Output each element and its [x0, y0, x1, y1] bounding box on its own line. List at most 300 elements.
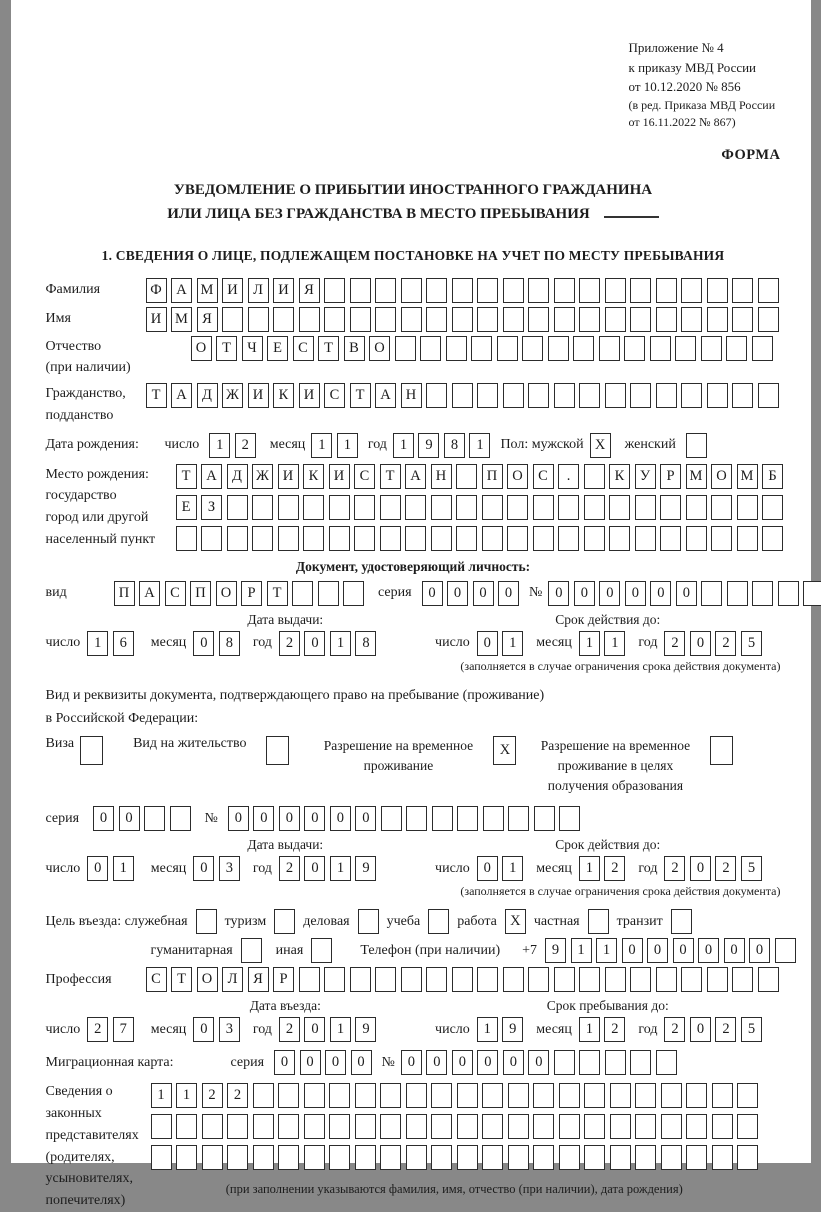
char-cell[interactable]: 1: [176, 1083, 197, 1108]
char-cell[interactable]: [196, 909, 217, 934]
char-cell[interactable]: 0: [650, 581, 671, 606]
char-cell[interactable]: [522, 336, 543, 361]
char-cell[interactable]: 1: [579, 856, 600, 881]
char-cell[interactable]: [401, 278, 422, 303]
char-cell[interactable]: 2: [279, 631, 300, 656]
char-cell[interactable]: 1: [502, 631, 523, 656]
char-cell[interactable]: [630, 383, 651, 408]
char-cell[interactable]: Е: [176, 495, 197, 520]
char-cell[interactable]: [686, 526, 707, 551]
char-cell[interactable]: [375, 307, 396, 332]
char-cell[interactable]: [324, 307, 345, 332]
char-cell[interactable]: [732, 383, 753, 408]
char-cell[interactable]: [686, 433, 707, 458]
char-cell[interactable]: [758, 307, 779, 332]
char-cell[interactable]: [426, 967, 447, 992]
char-cell[interactable]: 0: [574, 581, 595, 606]
char-cell[interactable]: 8: [355, 631, 376, 656]
char-cell[interactable]: 9: [355, 856, 376, 881]
char-cell[interactable]: [380, 526, 401, 551]
char-cell[interactable]: О: [216, 581, 237, 606]
char-cell[interactable]: [401, 307, 422, 332]
char-cell[interactable]: 1: [579, 1017, 600, 1042]
char-cell[interactable]: [406, 1145, 427, 1170]
char-cell[interactable]: 0: [304, 806, 325, 831]
char-cell[interactable]: А: [201, 464, 222, 489]
char-cell[interactable]: [775, 938, 796, 963]
char-cell[interactable]: 0: [452, 1050, 473, 1075]
char-cell[interactable]: [222, 307, 243, 332]
char-cell[interactable]: Я: [248, 967, 269, 992]
char-cell[interactable]: [635, 526, 656, 551]
char-cell[interactable]: [732, 278, 753, 303]
char-cell[interactable]: [227, 495, 248, 520]
char-cell[interactable]: 9: [418, 433, 439, 458]
char-cell[interactable]: О: [191, 336, 212, 361]
char-cell[interactable]: 0: [548, 581, 569, 606]
char-cell[interactable]: [681, 967, 702, 992]
char-cell[interactable]: [605, 307, 626, 332]
char-cell[interactable]: 6: [113, 631, 134, 656]
char-cell[interactable]: 0: [625, 581, 646, 606]
char-cell[interactable]: [482, 495, 503, 520]
char-cell[interactable]: [660, 526, 681, 551]
char-cell[interactable]: [227, 526, 248, 551]
char-cell[interactable]: X: [590, 433, 611, 458]
char-cell[interactable]: [381, 806, 402, 831]
char-cell[interactable]: 2: [664, 631, 685, 656]
char-cell[interactable]: [299, 307, 320, 332]
char-cell[interactable]: [202, 1114, 223, 1139]
char-cell[interactable]: 0: [673, 938, 694, 963]
char-cell[interactable]: [630, 278, 651, 303]
char-cell[interactable]: Н: [401, 383, 422, 408]
char-cell[interactable]: 0: [498, 581, 519, 606]
char-cell[interactable]: [554, 278, 575, 303]
char-cell[interactable]: [176, 526, 197, 551]
char-cell[interactable]: [752, 336, 773, 361]
char-cell[interactable]: О: [711, 464, 732, 489]
char-cell[interactable]: К: [609, 464, 630, 489]
char-cell[interactable]: [278, 1145, 299, 1170]
char-cell[interactable]: Я: [197, 307, 218, 332]
char-cell[interactable]: [406, 1114, 427, 1139]
char-cell[interactable]: [431, 1114, 452, 1139]
char-cell[interactable]: Ф: [146, 278, 167, 303]
char-cell[interactable]: [712, 1083, 733, 1108]
char-cell[interactable]: [661, 1083, 682, 1108]
char-cell[interactable]: 1: [151, 1083, 172, 1108]
char-cell[interactable]: [329, 526, 350, 551]
char-cell[interactable]: 1: [502, 856, 523, 881]
char-cell[interactable]: [299, 967, 320, 992]
char-cell[interactable]: О: [369, 336, 390, 361]
char-cell[interactable]: [610, 1145, 631, 1170]
char-cell[interactable]: 0: [93, 806, 114, 831]
char-cell[interactable]: А: [171, 278, 192, 303]
char-cell[interactable]: З: [201, 495, 222, 520]
char-cell[interactable]: [252, 526, 273, 551]
char-cell[interactable]: К: [303, 464, 324, 489]
char-cell[interactable]: 0: [647, 938, 668, 963]
char-cell[interactable]: [274, 909, 295, 934]
char-cell[interactable]: 0: [228, 806, 249, 831]
char-cell[interactable]: 1: [113, 856, 134, 881]
char-cell[interactable]: [80, 736, 103, 765]
char-cell[interactable]: [405, 495, 426, 520]
char-cell[interactable]: 0: [253, 806, 274, 831]
char-cell[interactable]: С: [533, 464, 554, 489]
char-cell[interactable]: [508, 806, 529, 831]
char-cell[interactable]: [727, 581, 748, 606]
char-cell[interactable]: [533, 495, 554, 520]
char-cell[interactable]: [253, 1083, 274, 1108]
char-cell[interactable]: [266, 736, 289, 765]
char-cell[interactable]: И: [273, 278, 294, 303]
char-cell[interactable]: [584, 526, 605, 551]
char-cell[interactable]: 0: [422, 581, 443, 606]
char-cell[interactable]: [431, 495, 452, 520]
char-cell[interactable]: 1: [477, 1017, 498, 1042]
char-cell[interactable]: [303, 495, 324, 520]
char-cell[interactable]: 0: [599, 581, 620, 606]
char-cell[interactable]: [686, 495, 707, 520]
char-cell[interactable]: [278, 1114, 299, 1139]
char-cell[interactable]: 0: [401, 1050, 422, 1075]
char-cell[interactable]: [579, 307, 600, 332]
char-cell[interactable]: 0: [477, 1050, 498, 1075]
char-cell[interactable]: 2: [202, 1083, 223, 1108]
char-cell[interactable]: [278, 495, 299, 520]
char-cell[interactable]: 0: [447, 581, 468, 606]
char-cell[interactable]: [732, 307, 753, 332]
char-cell[interactable]: 0: [351, 1050, 372, 1075]
char-cell[interactable]: [329, 1114, 350, 1139]
char-cell[interactable]: [579, 967, 600, 992]
char-cell[interactable]: [278, 1083, 299, 1108]
char-cell[interactable]: [452, 307, 473, 332]
char-cell[interactable]: [762, 495, 783, 520]
char-cell[interactable]: Т: [350, 383, 371, 408]
char-cell[interactable]: [355, 1114, 376, 1139]
char-cell[interactable]: 2: [279, 1017, 300, 1042]
char-cell[interactable]: [426, 278, 447, 303]
char-cell[interactable]: [432, 806, 453, 831]
char-cell[interactable]: 0: [724, 938, 745, 963]
char-cell[interactable]: [737, 1083, 758, 1108]
char-cell[interactable]: [579, 383, 600, 408]
char-cell[interactable]: 0: [473, 581, 494, 606]
char-cell[interactable]: [630, 967, 651, 992]
char-cell[interactable]: [710, 736, 733, 765]
char-cell[interactable]: [656, 967, 677, 992]
char-cell[interactable]: [324, 967, 345, 992]
char-cell[interactable]: М: [737, 464, 758, 489]
char-cell[interactable]: 0: [193, 631, 214, 656]
char-cell[interactable]: 0: [622, 938, 643, 963]
char-cell[interactable]: [588, 909, 609, 934]
char-cell[interactable]: С: [293, 336, 314, 361]
char-cell[interactable]: 1: [209, 433, 230, 458]
char-cell[interactable]: [497, 336, 518, 361]
char-cell[interactable]: [681, 383, 702, 408]
char-cell[interactable]: [605, 967, 626, 992]
char-cell[interactable]: 1: [469, 433, 490, 458]
char-cell[interactable]: П: [114, 581, 135, 606]
char-cell[interactable]: [406, 1083, 427, 1108]
char-cell[interactable]: [431, 1083, 452, 1108]
char-cell[interactable]: Н: [431, 464, 452, 489]
char-cell[interactable]: [405, 526, 426, 551]
char-cell[interactable]: Д: [227, 464, 248, 489]
char-cell[interactable]: [707, 307, 728, 332]
char-cell[interactable]: И: [222, 278, 243, 303]
char-cell[interactable]: [426, 383, 447, 408]
char-cell[interactable]: [252, 495, 273, 520]
char-cell[interactable]: 1: [337, 433, 358, 458]
char-cell[interactable]: М: [686, 464, 707, 489]
char-cell[interactable]: 9: [545, 938, 566, 963]
char-cell[interactable]: 1: [393, 433, 414, 458]
char-cell[interactable]: 2: [87, 1017, 108, 1042]
char-cell[interactable]: [395, 336, 416, 361]
char-cell[interactable]: [375, 967, 396, 992]
char-cell[interactable]: [508, 1145, 529, 1170]
char-cell[interactable]: [350, 307, 371, 332]
char-cell[interactable]: [737, 495, 758, 520]
char-cell[interactable]: [380, 1083, 401, 1108]
char-cell[interactable]: [605, 383, 626, 408]
char-cell[interactable]: Я: [299, 278, 320, 303]
char-cell[interactable]: [482, 526, 503, 551]
char-cell[interactable]: [584, 1145, 605, 1170]
char-cell[interactable]: [253, 1145, 274, 1170]
char-cell[interactable]: 5: [741, 1017, 762, 1042]
char-cell[interactable]: [758, 278, 779, 303]
char-cell[interactable]: [624, 336, 645, 361]
char-cell[interactable]: [457, 1114, 478, 1139]
char-cell[interactable]: [584, 464, 605, 489]
char-cell[interactable]: К: [273, 383, 294, 408]
char-cell[interactable]: А: [139, 581, 160, 606]
char-cell[interactable]: [253, 1114, 274, 1139]
char-cell[interactable]: 2: [604, 856, 625, 881]
char-cell[interactable]: 2: [715, 631, 736, 656]
char-cell[interactable]: С: [324, 383, 345, 408]
char-cell[interactable]: [401, 967, 422, 992]
char-cell[interactable]: [686, 1083, 707, 1108]
char-cell[interactable]: 0: [477, 631, 498, 656]
char-cell[interactable]: [303, 526, 324, 551]
char-cell[interactable]: [457, 1145, 478, 1170]
char-cell[interactable]: [304, 1083, 325, 1108]
char-cell[interactable]: [630, 307, 651, 332]
char-cell[interactable]: И: [278, 464, 299, 489]
char-cell[interactable]: 0: [528, 1050, 549, 1075]
char-cell[interactable]: [452, 278, 473, 303]
char-cell[interactable]: 7: [113, 1017, 134, 1042]
char-cell[interactable]: [482, 1083, 503, 1108]
char-cell[interactable]: 0: [698, 938, 719, 963]
char-cell[interactable]: Ч: [242, 336, 263, 361]
char-cell[interactable]: [151, 1114, 172, 1139]
char-cell[interactable]: [681, 278, 702, 303]
char-cell[interactable]: [528, 278, 549, 303]
char-cell[interactable]: Т: [216, 336, 237, 361]
char-cell[interactable]: [803, 581, 821, 606]
char-cell[interactable]: [477, 278, 498, 303]
char-cell[interactable]: [311, 938, 332, 963]
char-cell[interactable]: 1: [596, 938, 617, 963]
char-cell[interactable]: Ж: [252, 464, 273, 489]
char-cell[interactable]: 0: [503, 1050, 524, 1075]
char-cell[interactable]: [752, 581, 773, 606]
char-cell[interactable]: [732, 967, 753, 992]
char-cell[interactable]: И: [248, 383, 269, 408]
char-cell[interactable]: 0: [87, 856, 108, 881]
char-cell[interactable]: 8: [219, 631, 240, 656]
char-cell[interactable]: [533, 1145, 554, 1170]
char-cell[interactable]: И: [299, 383, 320, 408]
char-cell[interactable]: [343, 581, 364, 606]
char-cell[interactable]: [456, 526, 477, 551]
char-cell[interactable]: 1: [311, 433, 332, 458]
char-cell[interactable]: 0: [690, 856, 711, 881]
char-cell[interactable]: Р: [273, 967, 294, 992]
char-cell[interactable]: [380, 495, 401, 520]
char-cell[interactable]: Т: [267, 581, 288, 606]
char-cell[interactable]: [503, 278, 524, 303]
char-cell[interactable]: 0: [477, 856, 498, 881]
char-cell[interactable]: Е: [267, 336, 288, 361]
char-cell[interactable]: А: [171, 383, 192, 408]
char-cell[interactable]: [482, 1145, 503, 1170]
char-cell[interactable]: 0: [676, 581, 697, 606]
char-cell[interactable]: 1: [330, 1017, 351, 1042]
char-cell[interactable]: [508, 1083, 529, 1108]
char-cell[interactable]: [477, 307, 498, 332]
char-cell[interactable]: И: [329, 464, 350, 489]
char-cell[interactable]: [554, 1050, 575, 1075]
char-cell[interactable]: [701, 336, 722, 361]
char-cell[interactable]: 1: [571, 938, 592, 963]
char-cell[interactable]: [477, 967, 498, 992]
char-cell[interactable]: [609, 526, 630, 551]
char-cell[interactable]: 3: [219, 1017, 240, 1042]
char-cell[interactable]: [350, 967, 371, 992]
char-cell[interactable]: [534, 806, 555, 831]
char-cell[interactable]: [507, 526, 528, 551]
char-cell[interactable]: [420, 336, 441, 361]
char-cell[interactable]: С: [354, 464, 375, 489]
char-cell[interactable]: 1: [330, 631, 351, 656]
char-cell[interactable]: И: [146, 307, 167, 332]
char-cell[interactable]: [503, 307, 524, 332]
char-cell[interactable]: [201, 526, 222, 551]
char-cell[interactable]: [559, 806, 580, 831]
char-cell[interactable]: [273, 307, 294, 332]
char-cell[interactable]: [533, 1114, 554, 1139]
char-cell[interactable]: X: [493, 736, 516, 765]
char-cell[interactable]: [656, 307, 677, 332]
char-cell[interactable]: Л: [248, 278, 269, 303]
char-cell[interactable]: В: [344, 336, 365, 361]
char-cell[interactable]: [650, 336, 671, 361]
char-cell[interactable]: Т: [171, 967, 192, 992]
char-cell[interactable]: 2: [604, 1017, 625, 1042]
char-cell[interactable]: [471, 336, 492, 361]
char-cell[interactable]: [329, 1145, 350, 1170]
char-cell[interactable]: X: [505, 909, 526, 934]
char-cell[interactable]: [554, 383, 575, 408]
char-cell[interactable]: [707, 967, 728, 992]
char-cell[interactable]: [610, 1114, 631, 1139]
char-cell[interactable]: 0: [304, 631, 325, 656]
char-cell[interactable]: Т: [318, 336, 339, 361]
char-cell[interactable]: [358, 909, 379, 934]
char-cell[interactable]: О: [507, 464, 528, 489]
char-cell[interactable]: 2: [715, 856, 736, 881]
char-cell[interactable]: 0: [304, 856, 325, 881]
char-cell[interactable]: [701, 581, 722, 606]
char-cell[interactable]: [446, 336, 467, 361]
char-cell[interactable]: [758, 967, 779, 992]
char-cell[interactable]: [559, 1145, 580, 1170]
char-cell[interactable]: Т: [176, 464, 197, 489]
char-cell[interactable]: [456, 464, 477, 489]
char-cell[interactable]: [431, 526, 452, 551]
char-cell[interactable]: [758, 383, 779, 408]
char-cell[interactable]: 0: [325, 1050, 346, 1075]
char-cell[interactable]: [202, 1145, 223, 1170]
char-cell[interactable]: [151, 1145, 172, 1170]
char-cell[interactable]: [482, 1114, 503, 1139]
char-cell[interactable]: [584, 495, 605, 520]
char-cell[interactable]: [559, 1083, 580, 1108]
char-cell[interactable]: 0: [279, 806, 300, 831]
char-cell[interactable]: [354, 495, 375, 520]
char-cell[interactable]: [579, 278, 600, 303]
char-cell[interactable]: [554, 307, 575, 332]
char-cell[interactable]: [304, 1145, 325, 1170]
char-cell[interactable]: Д: [197, 383, 218, 408]
char-cell[interactable]: 2: [715, 1017, 736, 1042]
char-cell[interactable]: [605, 278, 626, 303]
char-cell[interactable]: [584, 1114, 605, 1139]
char-cell[interactable]: 9: [355, 1017, 376, 1042]
char-cell[interactable]: О: [197, 967, 218, 992]
char-cell[interactable]: 0: [690, 1017, 711, 1042]
char-cell[interactable]: [737, 526, 758, 551]
char-cell[interactable]: [324, 278, 345, 303]
char-cell[interactable]: [681, 307, 702, 332]
char-cell[interactable]: [656, 383, 677, 408]
char-cell[interactable]: А: [375, 383, 396, 408]
char-cell[interactable]: [318, 581, 339, 606]
char-cell[interactable]: [584, 1083, 605, 1108]
char-cell[interactable]: [350, 278, 371, 303]
char-cell[interactable]: [355, 1083, 376, 1108]
char-cell[interactable]: [661, 1145, 682, 1170]
char-cell[interactable]: 0: [426, 1050, 447, 1075]
char-cell[interactable]: 5: [741, 631, 762, 656]
char-cell[interactable]: 1: [87, 631, 108, 656]
char-cell[interactable]: [426, 307, 447, 332]
char-cell[interactable]: 0: [355, 806, 376, 831]
char-cell[interactable]: С: [146, 967, 167, 992]
char-cell[interactable]: 0: [304, 1017, 325, 1042]
char-cell[interactable]: [452, 383, 473, 408]
